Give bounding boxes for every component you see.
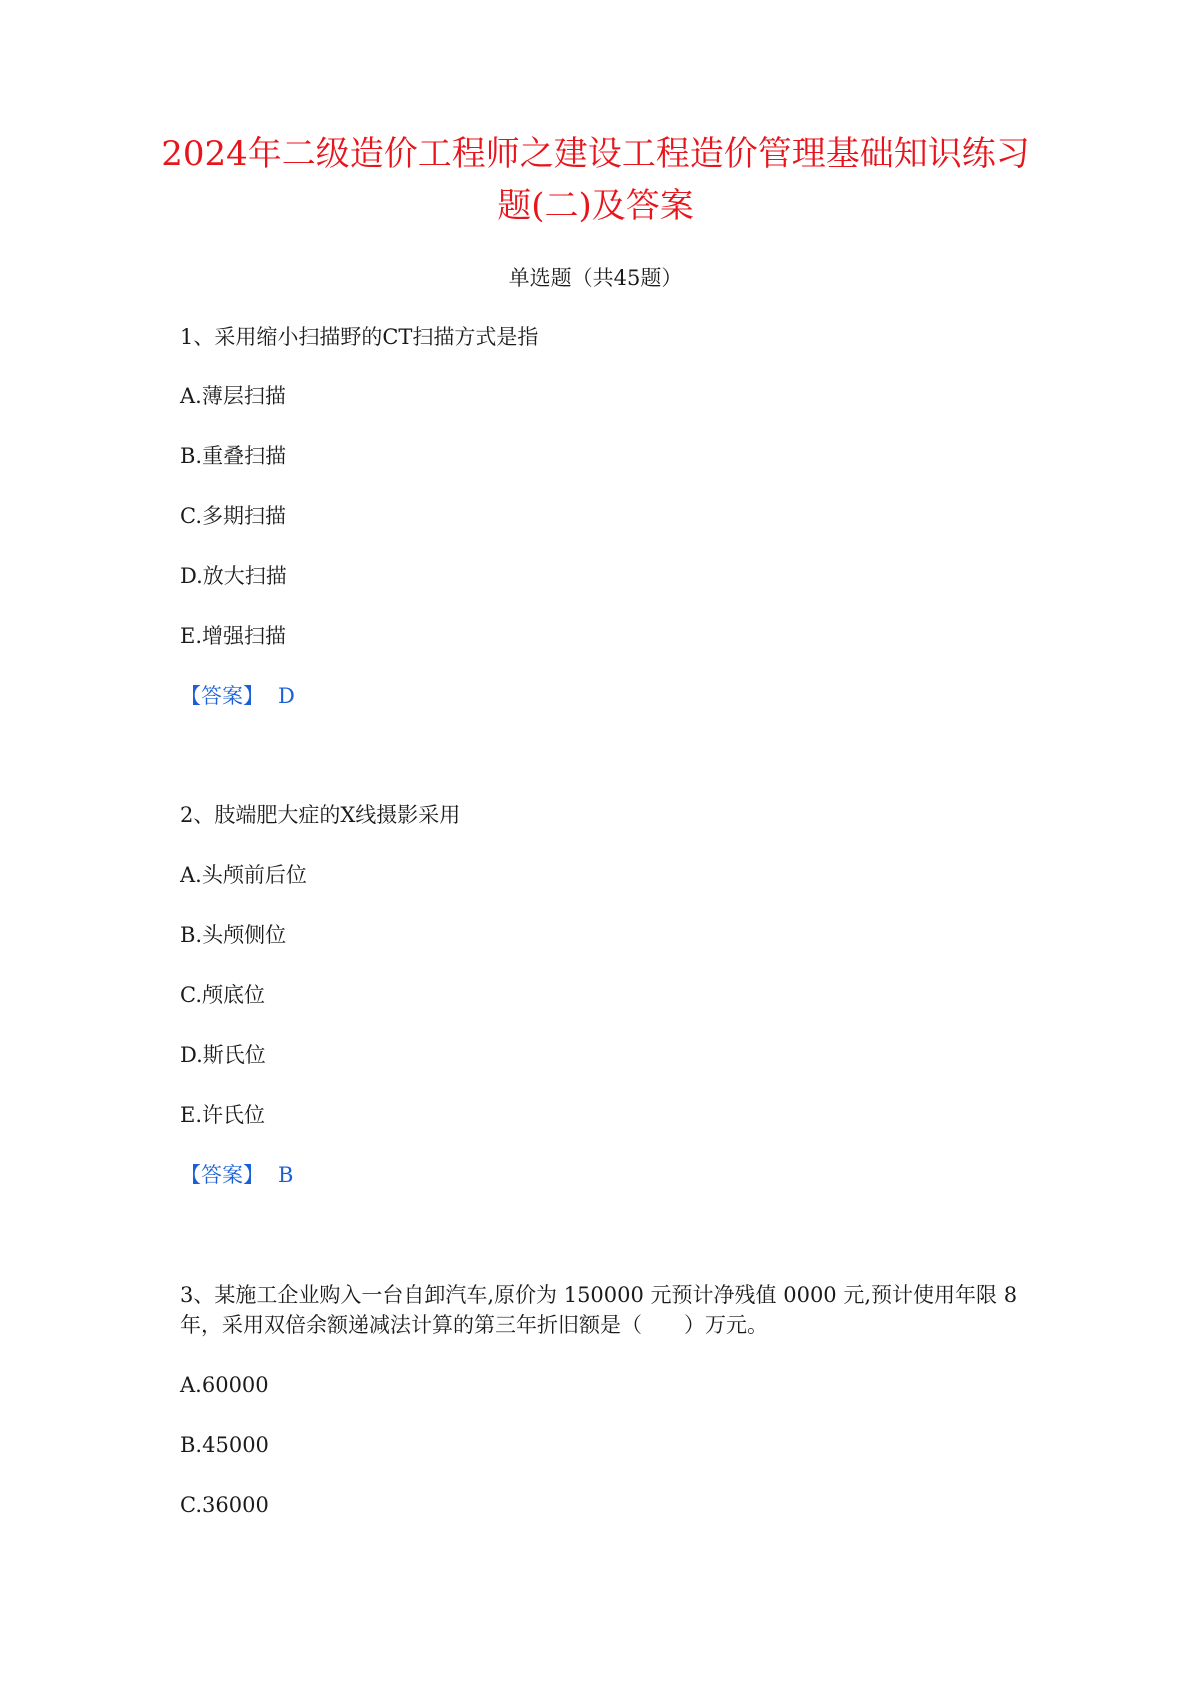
answer-label: 【答案】	[180, 1163, 264, 1187]
question-3-option-a: A.60000	[180, 1373, 269, 1397]
section-heading: 单选题（共45题）	[508, 266, 683, 290]
question-1-option-c: C.多期扫描	[180, 504, 286, 528]
question-2-option-b: B.头颅侧位	[180, 923, 287, 947]
document-title: 2024年二级造价工程师之建设工程造价管理基础知识练习题(二)及答案	[161, 134, 1030, 226]
question-2-text: 2、肢端肥大症的X线摄影采用	[180, 803, 461, 827]
question-2-answer	[180, 1160, 293, 1190]
question-3-option-c: C.36000	[180, 1493, 269, 1517]
question-1-text: 1、采用缩小扫描野的CT扫描方式是指	[180, 325, 539, 349]
question-3-text: 3、某施工企业购入一台自卸汽车,原价为 150000 元预计净残值 0000 元,预计使用年限 8 年，采用双倍余额递减法计算的第三年折旧额是（ ）万元。	[180, 1283, 1018, 1337]
question-1-option-b: B.重叠扫描	[180, 444, 287, 468]
question-2-option-d: D.斯氏位	[180, 1043, 266, 1067]
question-1-option-a: A.薄层扫描	[180, 384, 286, 408]
answer-label: 【答案】	[180, 684, 264, 708]
question-1-option-e: E.增强扫描	[180, 624, 287, 648]
question-1-answer	[180, 681, 295, 711]
question-2-option-a: A.头颅前后位	[180, 863, 307, 887]
question-2-option-e: E.许氏位	[180, 1103, 266, 1127]
question-3-option-b: B.45000	[180, 1433, 269, 1457]
question-2-option-c: C.颅底位	[180, 983, 265, 1007]
answer-value: B	[278, 1163, 294, 1187]
answer-value: D	[278, 684, 295, 708]
question-1-option-d: D.放大扫描	[180, 564, 287, 588]
